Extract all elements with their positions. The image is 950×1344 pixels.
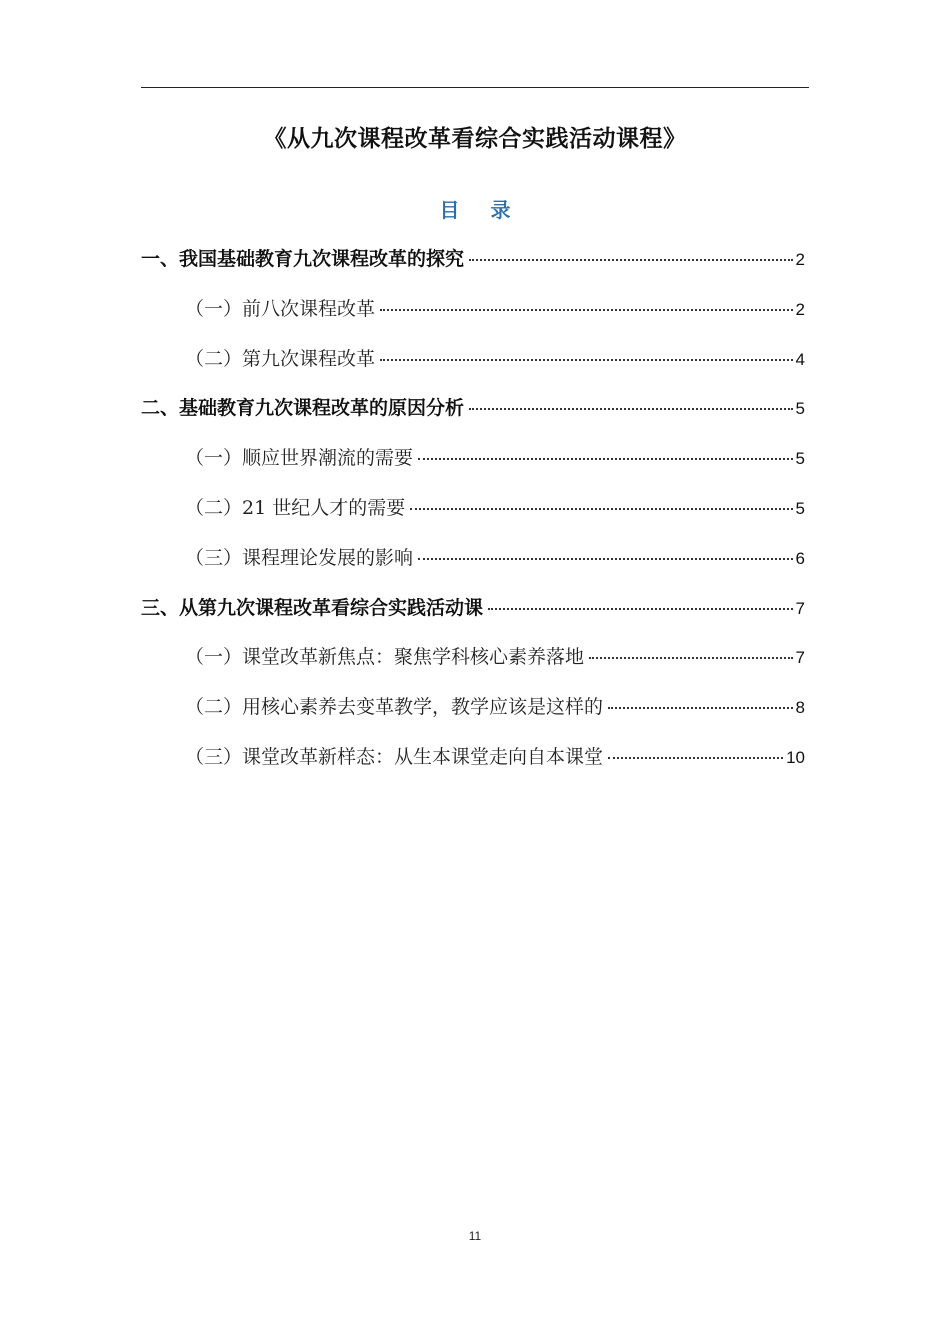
toc-entry-label: （一）前八次课程改革 [185, 297, 376, 320]
toc-leader-dots [380, 359, 793, 361]
toc-entry-1[interactable] [141, 242, 805, 292]
toc-entry-label: （三）课堂改革新样态：从生本课堂走向自本课堂 [185, 745, 604, 768]
toc-entry-label: （二）用核心素养去变革教学，教学应该是这样的 [185, 696, 604, 719]
table-of-contents [141, 242, 805, 790]
toc-entry-label: （三）课程理论发展的影响 [185, 546, 414, 569]
toc-entry-3[interactable] [141, 591, 805, 641]
toc-leader-dots [488, 608, 793, 610]
toc-entry-page: 6 [795, 548, 805, 568]
toc-entry-page: 2 [795, 250, 805, 269]
toc-leader-dots [418, 558, 793, 560]
toc-entry-page: 5 [795, 449, 805, 469]
toc-leader-dots [380, 309, 793, 311]
toc-entry-page: 5 [795, 399, 805, 419]
toc-entry-page: 7 [795, 648, 805, 668]
toc-entry-label: （一）顺应世界潮流的需要 [185, 447, 414, 470]
toc-entry-3-1[interactable] [141, 640, 805, 690]
toc-leader-dots [410, 508, 792, 510]
toc-leader-dots [469, 259, 793, 261]
toc-entry-page: 2 [795, 299, 805, 319]
toc-entry-label: （二）第九次课程改革 [185, 347, 376, 370]
toc-entry-2-1[interactable] [141, 441, 805, 491]
toc-entry-2-3[interactable] [141, 541, 805, 591]
toc-entry-1-2[interactable] [141, 342, 805, 392]
toc-heading: 目 录 [439, 198, 523, 222]
toc-entry-page: 5 [795, 498, 805, 518]
toc-entry-3-2[interactable] [141, 690, 805, 740]
toc-entry-page: 4 [795, 349, 805, 369]
toc-leader-dots [469, 408, 793, 410]
toc-entry-1-1[interactable] [141, 292, 805, 342]
toc-entry-page: 8 [795, 698, 805, 718]
page-number: 11 [468, 1229, 482, 1243]
toc-entry-2[interactable] [141, 391, 805, 441]
toc-entry-label: 二、基础教育九次课程改革的原因分析 [141, 397, 465, 420]
toc-leader-dots [589, 657, 793, 659]
toc-entry-label: 一、我国基础教育九次课程改革的探究 [141, 248, 465, 270]
toc-leader-dots [608, 757, 783, 759]
toc-entry-page: 10 [786, 747, 805, 767]
toc-entry-label: （一）课堂改革新焦点：聚焦学科核心素养落地 [185, 646, 585, 669]
toc-leader-dots [418, 458, 793, 460]
document-title: 《从九次课程改革看综合实践活动课程》 [263, 126, 687, 152]
toc-entry-page: 7 [795, 598, 805, 618]
toc-entry-2-2[interactable] [141, 491, 805, 541]
toc-entry-label: （二）21 世纪人才的需要 [185, 496, 406, 519]
header-rule [141, 87, 809, 88]
toc-entry-label: 三、从第九次课程改革看综合实践活动课 [141, 596, 484, 619]
toc-leader-dots [608, 707, 793, 709]
toc-entry-3-3[interactable] [141, 740, 805, 790]
